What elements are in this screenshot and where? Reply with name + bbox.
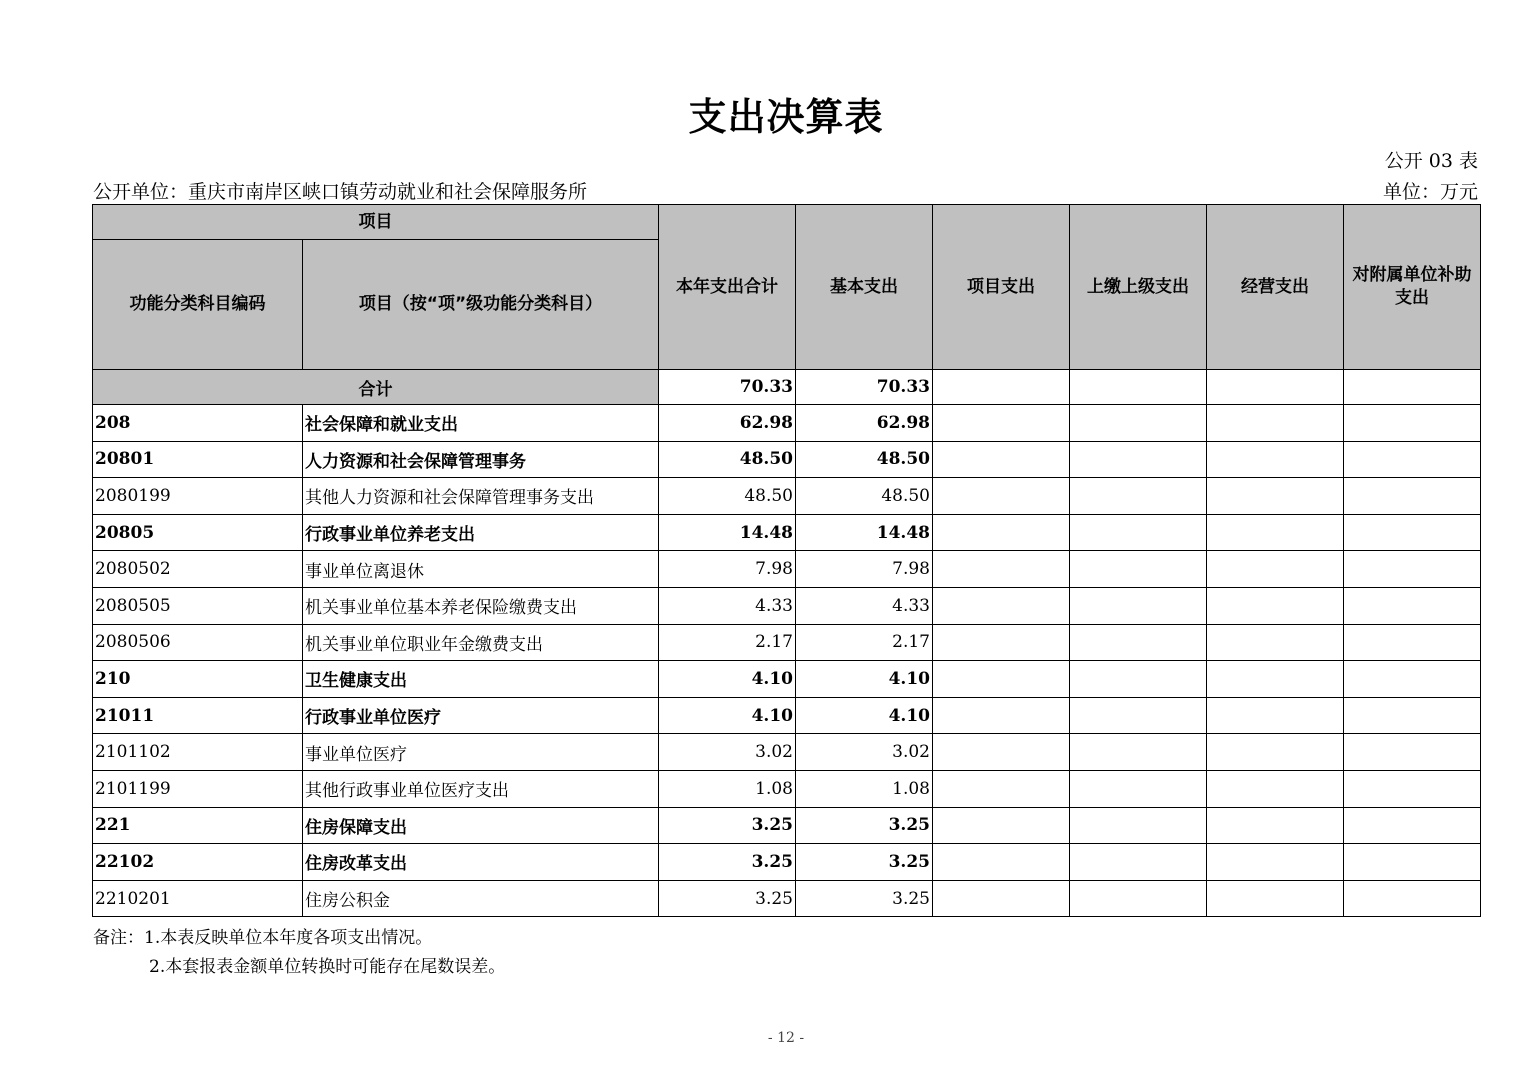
- note-line-2: 2.本套报表金额单位转换时可能存在尾数误差。: [149, 957, 506, 977]
- cell-code: 2210201: [93, 880, 303, 917]
- cell-code: 210: [93, 661, 303, 698]
- cell-subsidy: [1344, 551, 1481, 588]
- cell-project: [933, 661, 1070, 698]
- table-row: [93, 551, 1481, 588]
- table-row: [93, 405, 1481, 442]
- total-upper: [1070, 370, 1207, 405]
- header-basic: 基本支出: [796, 205, 933, 370]
- cell-business: [1207, 807, 1344, 844]
- cell-code: 2080199: [93, 478, 303, 515]
- cell-total: 1.08: [659, 770, 796, 807]
- cell-subsidy: [1344, 624, 1481, 661]
- total-amount: 70.33: [659, 370, 796, 405]
- table-row: [93, 624, 1481, 661]
- total-label: 合计: [93, 370, 659, 405]
- cell-upper: [1070, 844, 1207, 881]
- cell-code: 20801: [93, 441, 303, 478]
- cell-total: 3.25: [659, 880, 796, 917]
- cell-upper: [1070, 770, 1207, 807]
- cell-project: [933, 441, 1070, 478]
- cell-upper: [1070, 587, 1207, 624]
- cell-total: 4.33: [659, 587, 796, 624]
- cell-name: 人力资源和社会保障管理事务: [303, 441, 659, 478]
- cell-name: 社会保障和就业支出: [303, 405, 659, 442]
- cell-upper: [1070, 807, 1207, 844]
- cell-total: 4.10: [659, 697, 796, 734]
- page-number: - 12 -: [767, 1030, 805, 1046]
- cell-basic: 3.02: [796, 734, 933, 771]
- cell-name: 事业单位医疗: [303, 734, 659, 771]
- cell-basic: 7.98: [796, 551, 933, 588]
- cell-total: 2.17: [659, 624, 796, 661]
- header-project: 项目: [93, 205, 659, 240]
- cell-code: 2101102: [93, 734, 303, 771]
- cell-subsidy: [1344, 844, 1481, 881]
- table-row: [93, 807, 1481, 844]
- cell-upper: [1070, 624, 1207, 661]
- table-row: [93, 734, 1481, 771]
- table-row: [93, 514, 1481, 551]
- cell-business: [1207, 697, 1344, 734]
- cell-total: 14.48: [659, 514, 796, 551]
- cell-code: 21011: [93, 697, 303, 734]
- cell-code: 2080505: [93, 587, 303, 624]
- cell-business: [1207, 514, 1344, 551]
- cell-name: 其他行政事业单位医疗支出: [303, 770, 659, 807]
- cell-basic: 2.17: [796, 624, 933, 661]
- cell-upper: [1070, 661, 1207, 698]
- cell-name: 事业单位离退休: [303, 551, 659, 588]
- cell-total: 48.50: [659, 478, 796, 515]
- header-total: 本年支出合计: [659, 205, 796, 370]
- total-project: [933, 370, 1070, 405]
- cell-total: 3.02: [659, 734, 796, 771]
- cell-total: 7.98: [659, 551, 796, 588]
- cell-business: [1207, 405, 1344, 442]
- table-row: [93, 441, 1481, 478]
- cell-name: 机关事业单位基本养老保险缴费支出: [303, 587, 659, 624]
- cell-upper: [1070, 441, 1207, 478]
- cell-subsidy: [1344, 734, 1481, 771]
- cell-project: [933, 770, 1070, 807]
- cell-subsidy: [1344, 405, 1481, 442]
- table-row: [93, 478, 1481, 515]
- cell-business: [1207, 734, 1344, 771]
- cell-project: [933, 734, 1070, 771]
- cell-project: [933, 405, 1070, 442]
- table-row: [93, 587, 1481, 624]
- cell-subsidy: [1344, 514, 1481, 551]
- cell-total: 48.50: [659, 441, 796, 478]
- cell-basic: 48.50: [796, 441, 933, 478]
- cell-basic: 3.25: [796, 844, 933, 881]
- cell-total: 62.98: [659, 405, 796, 442]
- cell-total: 4.10: [659, 661, 796, 698]
- cell-basic: 48.50: [796, 478, 933, 515]
- cell-name: 行政事业单位医疗: [303, 697, 659, 734]
- table-row: [93, 770, 1481, 807]
- note-line-1: 备注：1.本表反映单位本年度各项支出情况。: [93, 928, 433, 948]
- cell-code: 2080502: [93, 551, 303, 588]
- cell-name: 住房公积金: [303, 880, 659, 917]
- table-row: [93, 697, 1481, 734]
- cell-upper: [1070, 478, 1207, 515]
- cell-business: [1207, 441, 1344, 478]
- cell-business: [1207, 770, 1344, 807]
- cell-code: 2080506: [93, 624, 303, 661]
- total-subsidy: [1344, 370, 1481, 405]
- cell-subsidy: [1344, 807, 1481, 844]
- cell-name: 住房保障支出: [303, 807, 659, 844]
- cell-project: [933, 514, 1070, 551]
- cell-business: [1207, 624, 1344, 661]
- cell-business: [1207, 661, 1344, 698]
- cell-code: 221: [93, 807, 303, 844]
- cell-project: [933, 551, 1070, 588]
- cell-business: [1207, 880, 1344, 917]
- cell-name: 其他人力资源和社会保障管理事务支出: [303, 478, 659, 515]
- cell-project: [933, 587, 1070, 624]
- cell-upper: [1070, 405, 1207, 442]
- cell-project: [933, 880, 1070, 917]
- cell-project: [933, 624, 1070, 661]
- header-subsidy: 对附属单位补助支出: [1344, 205, 1481, 370]
- expenditure-table: [92, 204, 1481, 917]
- cell-subsidy: [1344, 880, 1481, 917]
- cell-code: 2101199: [93, 770, 303, 807]
- cell-upper: [1070, 697, 1207, 734]
- cell-name: 住房改革支出: [303, 844, 659, 881]
- cell-business: [1207, 551, 1344, 588]
- cell-upper: [1070, 880, 1207, 917]
- cell-total: 3.25: [659, 844, 796, 881]
- currency-unit: 单位：万元: [1382, 181, 1478, 203]
- cell-business: [1207, 478, 1344, 515]
- cell-subsidy: [1344, 697, 1481, 734]
- cell-basic: 4.33: [796, 587, 933, 624]
- cell-subsidy: [1344, 478, 1481, 515]
- page-title: 支出决算表: [688, 95, 884, 139]
- table-row: [93, 661, 1481, 698]
- header-upper-level: 上缴上级支出: [1070, 205, 1207, 370]
- cell-basic: 4.10: [796, 661, 933, 698]
- cell-code: 208: [93, 405, 303, 442]
- cell-code: 22102: [93, 844, 303, 881]
- total-basic: 70.33: [796, 370, 933, 405]
- cell-upper: [1070, 514, 1207, 551]
- cell-project: [933, 844, 1070, 881]
- cell-name: 卫生健康支出: [303, 661, 659, 698]
- cell-business: [1207, 587, 1344, 624]
- cell-upper: [1070, 551, 1207, 588]
- cell-name: 行政事业单位养老支出: [303, 514, 659, 551]
- cell-basic: 62.98: [796, 405, 933, 442]
- header-business: 经营支出: [1207, 205, 1344, 370]
- cell-subsidy: [1344, 587, 1481, 624]
- table-row: [93, 880, 1481, 917]
- form-number: 公开 03 表: [1384, 150, 1478, 172]
- cell-upper: [1070, 734, 1207, 771]
- header-project-expenditure: 项目支出: [933, 205, 1070, 370]
- cell-subsidy: [1344, 661, 1481, 698]
- cell-basic: 3.25: [796, 880, 933, 917]
- cell-code: 20805: [93, 514, 303, 551]
- cell-basic: 14.48: [796, 514, 933, 551]
- table-row: [93, 844, 1481, 881]
- cell-subsidy: [1344, 770, 1481, 807]
- cell-project: [933, 478, 1070, 515]
- cell-project: [933, 697, 1070, 734]
- header-code: 功能分类科目编码: [93, 240, 303, 370]
- notes: [93, 924, 505, 982]
- cell-project: [933, 807, 1070, 844]
- cell-subsidy: [1344, 441, 1481, 478]
- header-name: 项目（按“项”级功能分类科目）: [303, 240, 659, 370]
- total-row: [93, 370, 1481, 405]
- cell-business: [1207, 844, 1344, 881]
- cell-name: 机关事业单位职业年金缴费支出: [303, 624, 659, 661]
- cell-basic: 1.08: [796, 770, 933, 807]
- cell-basic: 3.25: [796, 807, 933, 844]
- cell-total: 3.25: [659, 807, 796, 844]
- total-business: [1207, 370, 1344, 405]
- reporting-unit: 公开单位：重庆市南岸区峡口镇劳动就业和社会保障服务所: [93, 181, 588, 203]
- cell-basic: 4.10: [796, 697, 933, 734]
